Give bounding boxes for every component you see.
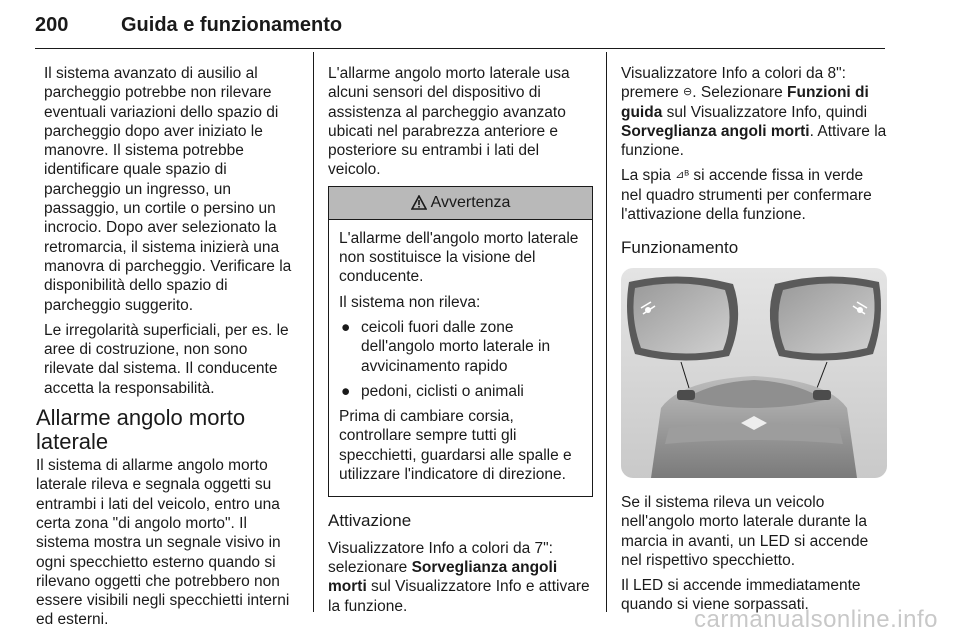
paragraph-parking-variations: Il sistema avanzato di ausilio al parcheggio potrebbe non rilevare eventuali variazioni dello spazio di parcheggio dopo aver iniziato le manovre. Il sistema potrebbe identificare quale spazio di parcheggio un ingresso, un passaggio, un cortile o persino un incrocio. Dopo aver selezionato la retromarcia, il sistema inizierà una manovra di parcheggio. Verificare la disponibilità dello spazio di parcheggio suggerito. xyxy=(44,65,292,314)
column-divider-1 xyxy=(313,52,314,612)
blind-spot-indicator-icon: ⊿ᴮ xyxy=(675,169,690,182)
paragraph-surface-irregularities: Le irregolarità superficiali, per es. le aree di costruzione, non sono rilevate dal sistema. Il conducente accetta la responsabilità. xyxy=(44,321,289,397)
warning-header xyxy=(329,187,592,220)
warning-title: Avvertenza xyxy=(430,194,511,212)
heading-operation: Funzionamento xyxy=(621,238,739,258)
column-1 xyxy=(36,64,300,636)
home-button-icon: ⊖ xyxy=(683,86,693,99)
warning-paragraph-3: Prima di cambiare corsia, controllare sempre tutti gli specchietti, guardarsi alle spalle e utilizzare l'indicatore di direzione. xyxy=(339,408,572,484)
warning-box xyxy=(328,186,593,498)
car-rear xyxy=(651,376,857,478)
column-divider-2 xyxy=(606,52,607,612)
list-item: ● ceicoli fuori dalle zone dell'angolo morto laterale in avvicinamento rapido xyxy=(341,318,551,375)
page-header xyxy=(35,8,885,49)
paragraph-indicator-light: La spia ⊿ᴮ si accende fissa in verde nel quadro strumenti per confermare l'attivazione della funzione. xyxy=(621,167,872,224)
paragraph-activation-7inch: Visualizzatore Info a colori da 7": selezionare Sorveglianza angoli morti sul Visualizzatore Info e attivare la funzione. xyxy=(328,539,590,615)
warning-paragraph-2: Il sistema non rileva: xyxy=(339,293,481,311)
paragraph-activation-8inch: Visualizzatore Info a colori da 8": premere ⊖. Selezionare Funzioni di guida sul Visualizzatore Info, quindi Sorveglianza angoli morti. Attivare la funzione. xyxy=(621,65,887,160)
paragraph-led-alert: Se il sistema rileva un veicolo nell'angolo morto laterale durante la marcia in avanti, un LED si accende nel rispettivo specchietto. xyxy=(621,493,869,569)
mirrors-illustration xyxy=(621,268,887,478)
warning-icon xyxy=(411,195,427,210)
watermark: carmanualsonline.info xyxy=(694,606,938,633)
heading-activation: Attivazione xyxy=(328,511,412,531)
right-mirror xyxy=(770,276,881,360)
page-number: 200 xyxy=(35,14,69,36)
paragraph-sensors: L'allarme angolo morto laterale usa alcuni sensori del dispositivo di assistenza al parcheggio avanzato ubicati nel parabrezza anteriore e posteriore su entrambi i lati del veicolo. xyxy=(328,65,570,179)
warning-paragraph-1: L'allarme dell'angolo morto laterale non sostituisce la visione del conducente. xyxy=(339,229,579,286)
left-mirror xyxy=(627,276,738,360)
section-title: Guida e funzionamento xyxy=(121,14,343,36)
column-2 xyxy=(328,64,593,622)
paragraph-led-overtake: Il LED si accende immediatamente quando si viene sorpassati. xyxy=(621,577,861,614)
paragraph-blind-spot-description: Il sistema di allarme angolo morto laterale rileva e segnala oggetti su entrambi i lati del veicolo, entro una certa zona "di angolo morto". Il sistema mostra un segnale visivo in ogni specchietto esterno quando si rilevano oggetti che potrebbero non essere visibili negli specchietti interni ed esterni. xyxy=(36,457,290,629)
list-item: ● pedoni, ciclisti o animali xyxy=(341,382,524,400)
heading-blind-spot-alert: Allarme angolo morto laterale xyxy=(36,405,246,455)
warning-body xyxy=(329,220,592,497)
bullet-icon: ● xyxy=(341,318,351,336)
column-3 xyxy=(621,64,887,621)
bullet-icon: ● xyxy=(341,382,351,400)
warning-list xyxy=(339,318,582,401)
